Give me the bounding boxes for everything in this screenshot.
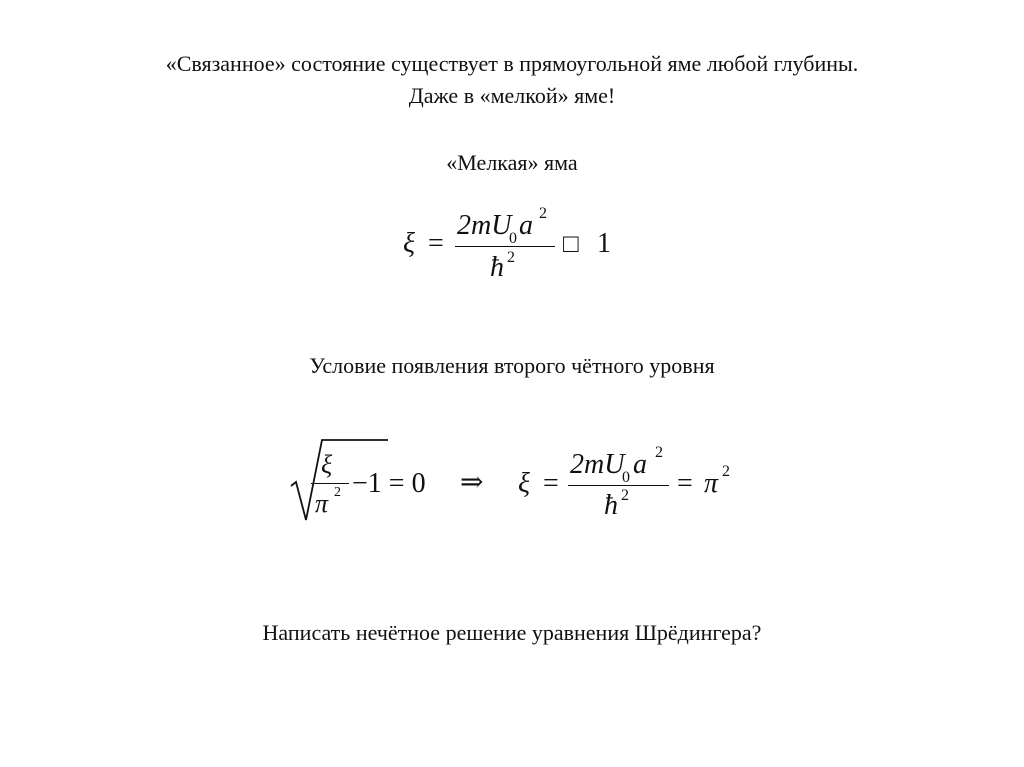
numerator-exponent-2: 2: [655, 444, 663, 461]
numerator-a-2: a: [633, 449, 647, 480]
fraction-bar-2: [568, 485, 669, 486]
implies-arrow: ⇒: [460, 467, 484, 498]
second-level-condition-title: Условие появления второго чётного уровня: [309, 353, 715, 378]
numerator-subscript-2: 0: [622, 469, 630, 486]
numerator-exponent: 2: [539, 205, 547, 222]
denominator-hbar-2: ħ: [604, 490, 618, 521]
odd-solution-question: Написать нечётное решение уравнения Шрёдингера?: [262, 620, 762, 645]
equals-sign-3: =: [677, 468, 693, 499]
heading-line-2: Даже в «мелкой» яме!: [408, 83, 616, 108]
minus-one-equals-zero: −1 = 0: [352, 468, 426, 499]
equals-sign-2: =: [543, 468, 559, 499]
fraction-bar: [455, 246, 555, 247]
shallow-well-title: «Мелкая» яма: [446, 150, 578, 175]
heading-line-1: «Связанное» состояние существует в прямоугольной яме любой глубины.: [165, 51, 859, 76]
rhs-one: 1: [597, 228, 611, 259]
denominator-exponent-2: 2: [621, 487, 629, 504]
rhs-pi: π: [704, 468, 719, 499]
inner-fraction-denominator: π: [315, 489, 329, 518]
xi-symbol-2: ξ: [518, 468, 530, 499]
numerator-coefficient-2: 2mU: [570, 449, 625, 480]
inner-fraction-exponent: 2: [334, 485, 341, 500]
numerator-coefficient: 2mU: [457, 210, 512, 241]
denominator-exponent: 2: [507, 249, 515, 266]
rhs-exponent: 2: [722, 463, 730, 480]
numerator-a: a: [519, 210, 533, 241]
inner-fraction-numerator: ξ: [321, 450, 333, 479]
inner-fraction-bar: [311, 483, 349, 484]
relation-symbol: □: [563, 229, 579, 258]
xi-symbol: ξ: [403, 228, 415, 259]
numerator-subscript: 0: [509, 230, 517, 247]
denominator-hbar: ħ: [490, 252, 504, 283]
equals-sign: =: [428, 228, 444, 259]
